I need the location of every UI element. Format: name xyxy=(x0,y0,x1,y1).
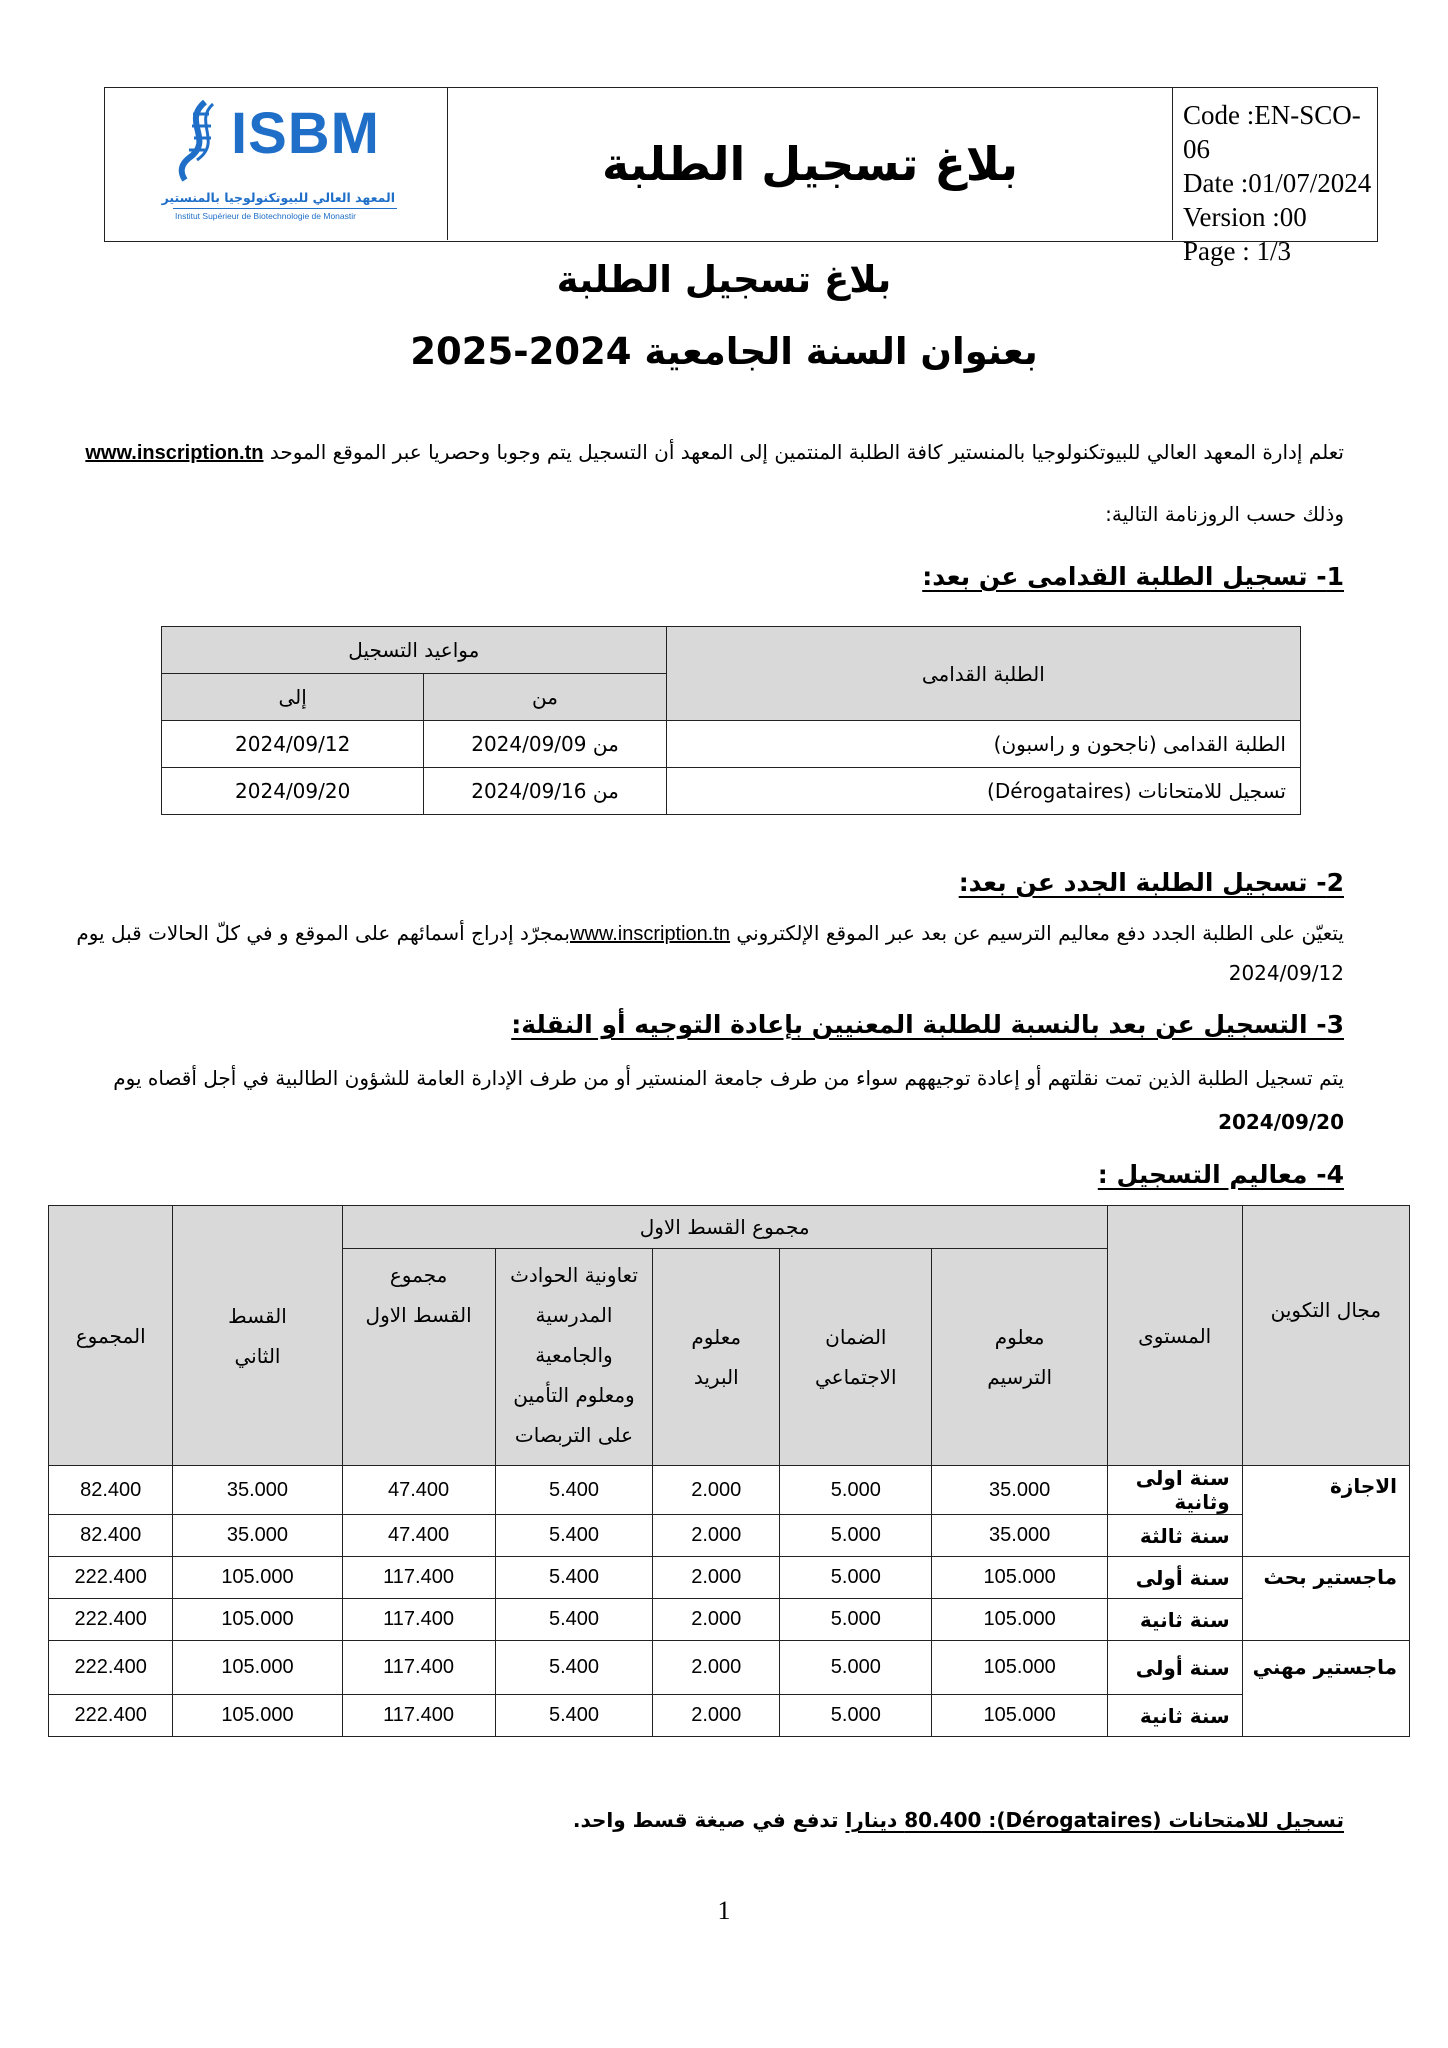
field-header: مجال التكوين xyxy=(1242,1206,1409,1466)
level-cell: سنة أولى xyxy=(1107,1557,1242,1599)
total-header: المجموع xyxy=(49,1206,173,1466)
first-total-cell: 117.400 xyxy=(342,1599,495,1641)
logo-french-text: Institut Supérieur de Biotechnologie de Monastir xyxy=(175,211,356,221)
doc-version: Version :00 xyxy=(1183,202,1307,232)
document-title-cell xyxy=(448,88,1173,240)
intro-paragraph xyxy=(85,440,1344,465)
social-cell: 5.000 xyxy=(780,1599,932,1641)
section4-heading: 4- معاليم التسجيل : xyxy=(1097,1160,1344,1189)
logo-divider xyxy=(173,208,397,209)
section2-date: 2024/09/12 xyxy=(1228,961,1344,985)
total-cell: 222.400 xyxy=(49,1641,173,1695)
first-total-cell: 47.400 xyxy=(342,1515,495,1557)
first-total-cell: 117.400 xyxy=(342,1557,495,1599)
section2-paragraph xyxy=(76,921,1344,946)
table-row xyxy=(49,1599,1410,1641)
social-cell: 5.000 xyxy=(780,1557,932,1599)
doc-code: Code :EN-SCO-06 xyxy=(1183,100,1361,164)
note-rest: تدفع في صيغة قسط واحد. xyxy=(572,1808,846,1832)
total-cell: 82.400 xyxy=(49,1515,173,1557)
first-total-cell: 117.400 xyxy=(342,1695,495,1737)
second-cell: 105.000 xyxy=(173,1695,342,1737)
second-cell: 105.000 xyxy=(173,1599,342,1641)
section3-date: 2024/09/20 xyxy=(1218,1110,1344,1134)
logo-text: ISBM xyxy=(231,101,380,166)
old-students-schedule-table xyxy=(161,626,1301,815)
main-title: بلاغ تسجيل الطلبة xyxy=(556,258,892,301)
to-date: 2024/09/12 xyxy=(162,721,424,768)
table-row xyxy=(49,1466,1410,1515)
mail-cell: 2.000 xyxy=(653,1557,780,1599)
table-row xyxy=(162,721,1301,768)
document-title: بلاغ تسجيل الطلبة xyxy=(601,137,1019,191)
social-security-header: الضمان الاجتماعي xyxy=(780,1249,932,1466)
from-date: من 2024/09/09 xyxy=(424,721,666,768)
dna-helix-icon xyxy=(175,100,223,182)
second-cell: 35.000 xyxy=(173,1515,342,1557)
main-subtitle: بعنوان السنة الجامعية 2024-2025 xyxy=(410,330,1038,373)
insurance-header: تعاونية الحوادث المدرسية والجامعية ومعلوم التأمين على التربصات xyxy=(495,1249,653,1466)
registration-cell: 105.000 xyxy=(932,1557,1107,1599)
section1-heading: 1- تسجيل الطلبة القدامى عن بعد: xyxy=(922,562,1344,591)
row-label: الطلبة القدامى (ناجحون و راسبون) xyxy=(666,721,1300,768)
row-label: تسجيل للامتحانات (Dérogataires) xyxy=(666,768,1300,815)
social-cell: 5.000 xyxy=(780,1641,932,1695)
insurance-cell: 5.400 xyxy=(495,1557,653,1599)
table-header-row xyxy=(49,1206,1410,1249)
mail-cell: 2.000 xyxy=(653,1641,780,1695)
to-header: إلى xyxy=(162,674,424,721)
from-date: من 2024/09/16 xyxy=(424,768,666,815)
level-cell: سنة اولى وثانية xyxy=(1107,1466,1242,1515)
note-underlined: تسجيل للامتحانات (Dérogataires): 80.400 دينارا xyxy=(845,1808,1344,1832)
second-cell: 105.000 xyxy=(173,1641,342,1695)
level-cell: سنة ثالثة xyxy=(1107,1515,1242,1557)
social-cell: 5.000 xyxy=(780,1695,932,1737)
intro-text: تعلم إدارة المعهد العالي للبيوتكنولوجيا بالمنستير كافة الطلبة المنتمين إلى المعهد أن التسجيل يتم وجوبا وحصريا عبر الموقع الموحد xyxy=(269,440,1344,464)
second-cell: 105.000 xyxy=(173,1557,342,1599)
field-cell: ماجستير مهني xyxy=(1242,1641,1409,1737)
level-cell: سنة ثانية xyxy=(1107,1599,1242,1641)
isbm-logo xyxy=(161,98,395,233)
table-row xyxy=(49,1515,1410,1557)
field-cell: الاجازة xyxy=(1242,1466,1409,1557)
document-meta xyxy=(1173,88,1377,266)
total-cell: 222.400 xyxy=(49,1599,173,1641)
logo-cell xyxy=(105,88,448,240)
registration-fee-header: معلوم الترسيم xyxy=(932,1249,1107,1466)
page-number: 1 xyxy=(717,1896,731,1925)
insurance-cell: 5.400 xyxy=(495,1515,653,1557)
insurance-cell: 5.400 xyxy=(495,1695,653,1737)
total-cell: 82.400 xyxy=(49,1466,173,1515)
first-installment-group-header: مجموع القسط الاول xyxy=(342,1206,1107,1249)
table-row xyxy=(49,1695,1410,1737)
total-cell: 222.400 xyxy=(49,1695,173,1737)
intro-line2: وذلك حسب الروزنامة التالية: xyxy=(1105,502,1344,526)
derogataires-note xyxy=(573,1808,1344,1832)
registration-cell: 35.000 xyxy=(932,1515,1107,1557)
insurance-cell: 5.400 xyxy=(495,1599,653,1641)
table-row xyxy=(162,768,1301,815)
first-total-cell: 117.400 xyxy=(342,1641,495,1695)
second-installment-header: القسط الثاني xyxy=(173,1206,342,1466)
students-header: الطلبة القدامى xyxy=(666,627,1300,721)
doc-date: Date :01/07/2024 xyxy=(1183,168,1372,198)
insurance-cell: 5.400 xyxy=(495,1641,653,1695)
dates-header: مواعيد التسجيل xyxy=(162,627,667,674)
section2-text-before: يتعيّن على الطلبة الجدد دفع معاليم الترسيم عن بعد عبر الموقع الإلكتروني xyxy=(730,921,1344,945)
first-total-header: مجموع القسط الاول xyxy=(342,1249,495,1466)
section3-heading: 3- التسجيل عن بعد بالنسبة للطلبة المعنيين بإعادة التوجيه أو النقلة: xyxy=(511,1010,1344,1039)
table-row xyxy=(49,1557,1410,1599)
logo-arabic-text: المعهد العالي للبيوتكنولوجيا بالمنستير xyxy=(161,190,395,205)
registration-cell: 35.000 xyxy=(932,1466,1107,1515)
intro-url-link[interactable]: www.inscription.tn xyxy=(85,442,264,464)
from-header: من xyxy=(424,674,666,721)
document-header xyxy=(104,87,1378,266)
doc-page: Page : 1/3 xyxy=(1183,236,1291,266)
mail-cell: 2.000 xyxy=(653,1599,780,1641)
mail-fee-header: معلوم البريد xyxy=(653,1249,780,1466)
second-cell: 35.000 xyxy=(173,1466,342,1515)
table-row xyxy=(49,1641,1410,1695)
to-date: 2024/09/20 xyxy=(162,768,424,815)
section2-heading: 2- تسجيل الطلبة الجدد عن بعد: xyxy=(958,868,1344,897)
registration-cell: 105.000 xyxy=(932,1599,1107,1641)
level-header: المستوى xyxy=(1107,1206,1242,1466)
section3-text: يتم تسجيل الطلبة الذين تمت نقلتهم أو إعادة توجيههم سواء من طرف جامعة المنستير أو من طرف الإدارة العامة للشؤون الطالبية في أجل أقصاه يوم xyxy=(113,1066,1344,1090)
insurance-cell: 5.400 xyxy=(495,1466,653,1515)
registration-cell: 105.000 xyxy=(932,1695,1107,1737)
mail-cell: 2.000 xyxy=(653,1466,780,1515)
registration-cell: 105.000 xyxy=(932,1641,1107,1695)
level-cell: سنة ثانية xyxy=(1107,1695,1242,1737)
mail-cell: 2.000 xyxy=(653,1695,780,1737)
social-cell: 5.000 xyxy=(780,1515,932,1557)
mail-cell: 2.000 xyxy=(653,1515,780,1557)
field-cell: ماجستير بحث xyxy=(1242,1557,1409,1641)
section2-url-link[interactable]: www.inscription.tn xyxy=(569,923,731,945)
total-cell: 222.400 xyxy=(49,1557,173,1599)
registration-fees-table xyxy=(48,1205,1410,1737)
table-header-row xyxy=(162,627,1301,674)
first-total-cell: 47.400 xyxy=(342,1466,495,1515)
level-cell: سنة أولى xyxy=(1107,1641,1242,1695)
social-cell: 5.000 xyxy=(780,1466,932,1515)
section2-text-after: بمجرّد إدراج أسمائهم على الموقع و في كلّ الحالات قبل يوم xyxy=(76,921,570,945)
